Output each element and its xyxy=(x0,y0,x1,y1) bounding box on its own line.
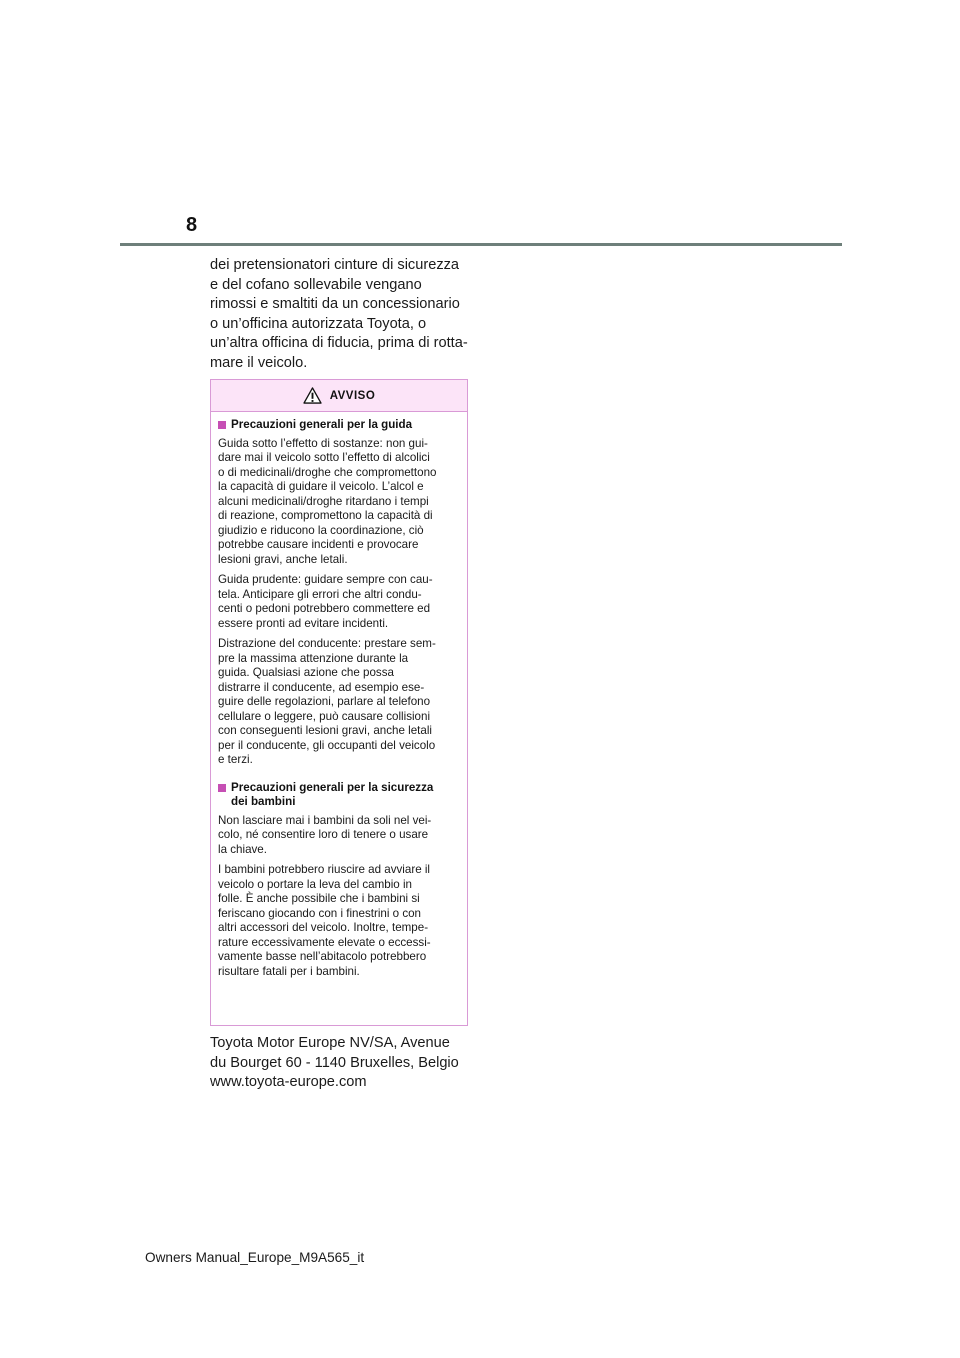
intro-paragraph: dei pretensionatori cinture di sicurezza e del cofano sollevabile vengano rimossi e smaltiti da un concessionario o un’officina autorizzata Toyota, o un’altra officina di fiducia, prima di rotta- mare il veicolo. xyxy=(210,257,468,371)
paragraph-children-risks: I bambini potrebbero riuscire ad avviare il veicolo o portare la leva del cambio in folle. È anche possibile che i bambini si feriscano giocando con i finestrini o con altri accessori del veicolo. Inoltre, tempe- rature eccessivamente elevate o eccessi- vamente basse nell’abitacolo potrebbero risultare fatali per i bambini. xyxy=(218,863,431,978)
section-heading-text: Precauzioni generali per la sicurezza dei bambini xyxy=(231,780,434,808)
warning-title: AVVISO xyxy=(329,389,376,402)
paragraph-driver-distraction: Distrazione del conducente: prestare sem- pre la massima attenzione durante la guida. Qualsiasi azione che possa distrarre il conducente, ad esempio ese- guire delle regolazioni, parlare al telefono cellulare o leggere, può causare collisioni con conseguenti lesioni gravi, anche letali per il conducente, gli occupanti del veicolo e terzi. xyxy=(218,637,436,766)
footer-text: Owners Manual_Europe_M9A565_it xyxy=(145,1250,365,1265)
square-bullet-icon xyxy=(218,784,226,792)
page-number: 8 xyxy=(186,214,198,236)
warning-body xyxy=(211,412,467,979)
warning-box xyxy=(210,379,468,1026)
section-heading-child-safety xyxy=(218,781,457,810)
square-bullet-icon xyxy=(218,421,226,429)
paragraph-children-alone: Non lasciare mai i bambini da soli nel vei- colo, né consentire loro di tenere o usare la chiave. xyxy=(218,813,432,856)
section-heading-driving xyxy=(218,418,457,433)
paragraph-substances: Guida sotto l’effetto di sostanze: non gui- dare mai il veicolo sotto l’effetto di alcolici o di medicinali/droghe che compromettono la capacità di guidare il veicolo. L’alcol e alcuni medicinali/droghe ritardano i tempi di reazione, compromettono la capacità di giudizio e riducono la coordinazione, ciò potrebbe causare incidenti e provocare lesioni gravi, anche letali. xyxy=(218,436,437,566)
paragraph-prudent-driving: Guida prudente: guidare sempre con cau- tela. Anticipare gli errori che altri condu- centi o pedoni potrebbero commettere ed essere pronti ad evitare incidenti. xyxy=(218,573,433,630)
warning-triangle-icon xyxy=(303,387,322,404)
header-divider xyxy=(120,243,842,246)
warning-header xyxy=(211,380,467,412)
address-paragraph: Toyota Motor Europe NV/SA, Avenue du Bourget 60 - 1140 Bruxelles, Belgio www.toyota-europe.com xyxy=(210,1035,459,1090)
section-heading-text: Precauzioni generali per la guida xyxy=(231,418,413,431)
